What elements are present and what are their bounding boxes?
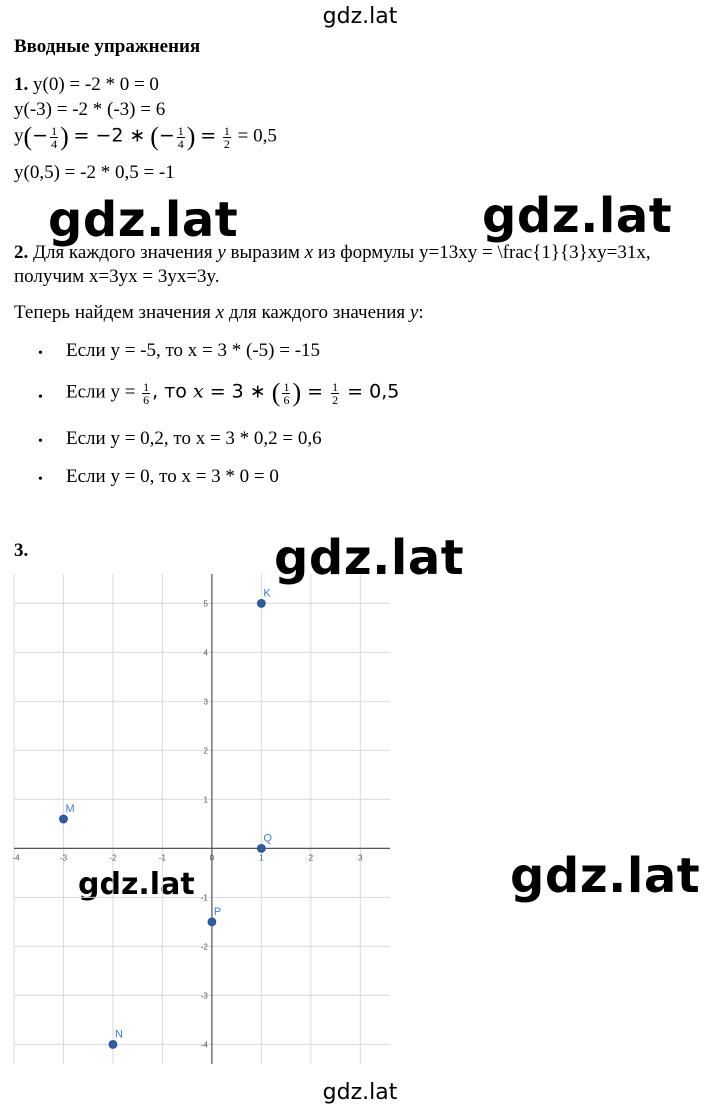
ex1-line-3-eq: = bbox=[200, 124, 217, 147]
point-P bbox=[208, 918, 216, 926]
x-tick-label: 1 bbox=[259, 853, 264, 863]
watermark-big-1: gdz.lat bbox=[48, 192, 239, 248]
x-tick-label: -4 bbox=[12, 853, 20, 863]
bullet-marker-1: • bbox=[38, 346, 43, 361]
ex1-line-3-mid: = −2 ∗ bbox=[73, 124, 146, 147]
point-label-K: K bbox=[263, 587, 271, 600]
y-tick-label: 2 bbox=[203, 746, 208, 756]
ex1-number: 1. bbox=[14, 74, 29, 95]
y-tick-label: 1 bbox=[203, 795, 208, 805]
x-tick-label: 2 bbox=[308, 853, 314, 863]
watermark-top: gdz.lat bbox=[322, 4, 398, 29]
fraction-1-6: $\frac{1}{6}$ bbox=[143, 379, 150, 407]
x-tick-label: -2 bbox=[109, 853, 117, 863]
ex2-bullet-3: Если y = 0,2, то x = 3 * 0,2 = 0,6 bbox=[66, 428, 322, 449]
point-N bbox=[109, 1040, 117, 1048]
y-tick-label: 3 bbox=[203, 697, 208, 707]
ex2-bullet-1: Если y = -5, то x = 3 * (-5) = -15 bbox=[66, 340, 321, 361]
y-tick-label: -1 bbox=[200, 893, 208, 903]
x-tick-label: -3 bbox=[59, 853, 68, 863]
y-tick-label: 4 bbox=[203, 648, 208, 658]
point-M bbox=[59, 815, 67, 823]
ex1-line-3-y: y bbox=[14, 125, 24, 147]
ex1-line-2: y(-3) = -2 * (-3) = 6 bbox=[14, 99, 166, 120]
ex2-line-3: Теперь найдем значения x для каждого значения y: bbox=[14, 302, 424, 323]
ex2-number: 2. bbox=[14, 242, 29, 263]
coordinate-plot bbox=[14, 574, 390, 1064]
ex1-line-3-end: = 0,5 bbox=[237, 125, 277, 147]
point-K bbox=[257, 599, 265, 607]
watermark-bottom: gdz.lat bbox=[322, 1080, 398, 1105]
point-label-P: P bbox=[213, 905, 222, 918]
fraction-1-4-b: $\frac{1}{4}$ bbox=[177, 123, 184, 151]
fraction-1-2-b: $\frac{1}{2}$ bbox=[332, 379, 339, 407]
ex1-line-3: y(− $\frac{1}{4}$ ) = −2 ∗ (− $\frac{1}{4}$ ) = $\frac{1}{2}$ = 0,5 bbox=[14, 122, 277, 151]
ex2-bullet-2: Если y = $\frac{1}{6}$ , то x = 3 ∗ ( $\frac{1}{6}$ ) = $\frac{1}{2}$ = 0,5 bbox=[66, 378, 400, 407]
point-label-M: M bbox=[65, 803, 75, 815]
bullet-marker-4: • bbox=[38, 472, 43, 487]
ex1-line-1 bbox=[14, 74, 159, 96]
point-label-N: N bbox=[114, 1028, 123, 1041]
x-tick-label: -1 bbox=[158, 853, 166, 863]
y-tick-label: -4 bbox=[200, 1040, 208, 1050]
point-label-Q: Q bbox=[263, 832, 272, 845]
bullet-marker-3: • bbox=[38, 434, 43, 449]
y-tick-label: -2 bbox=[200, 942, 208, 952]
ex2-line-1: 2. Для каждого значения y выразим x из формулы y=13xy = \frac{1}{3}xy=31x, bbox=[14, 242, 651, 263]
section-heading: Вводные упражнения bbox=[14, 36, 201, 57]
x-tick-label: 3 bbox=[358, 853, 363, 863]
x-tick-label: 0 bbox=[209, 853, 215, 863]
y-tick-label: -3 bbox=[200, 991, 208, 1001]
point-Q bbox=[257, 844, 265, 852]
ex1-line-1-text: y(0) = -2 * 0 = 0 bbox=[33, 74, 159, 95]
watermark-big-2: gdz.lat bbox=[482, 188, 673, 244]
ex2-bullet-4: Если y = 0, то x = 3 * 0 = 0 bbox=[66, 466, 279, 487]
fraction-1-6-b: $\frac{1}{6}$ bbox=[283, 379, 290, 407]
fraction-1-4: $\frac{1}{4}$ bbox=[51, 123, 58, 151]
fraction-1-2: $\frac{1}{2}$ bbox=[223, 123, 230, 151]
points bbox=[59, 587, 272, 1048]
ex1-line-4: y(0,5) = -2 * 0,5 = -1 bbox=[14, 162, 175, 183]
watermark-big-3: gdz.lat bbox=[274, 530, 465, 586]
ex3-number: 3. bbox=[14, 540, 29, 561]
ex2-line-2: получим x=3yx = 3yx=3y. bbox=[14, 266, 220, 287]
watermark-big-4: gdz.lat bbox=[510, 848, 701, 904]
y-tick-label: 5 bbox=[203, 599, 208, 609]
watermark-mid: gdz.lat bbox=[78, 867, 195, 902]
bullet-marker-2: • bbox=[38, 390, 43, 405]
